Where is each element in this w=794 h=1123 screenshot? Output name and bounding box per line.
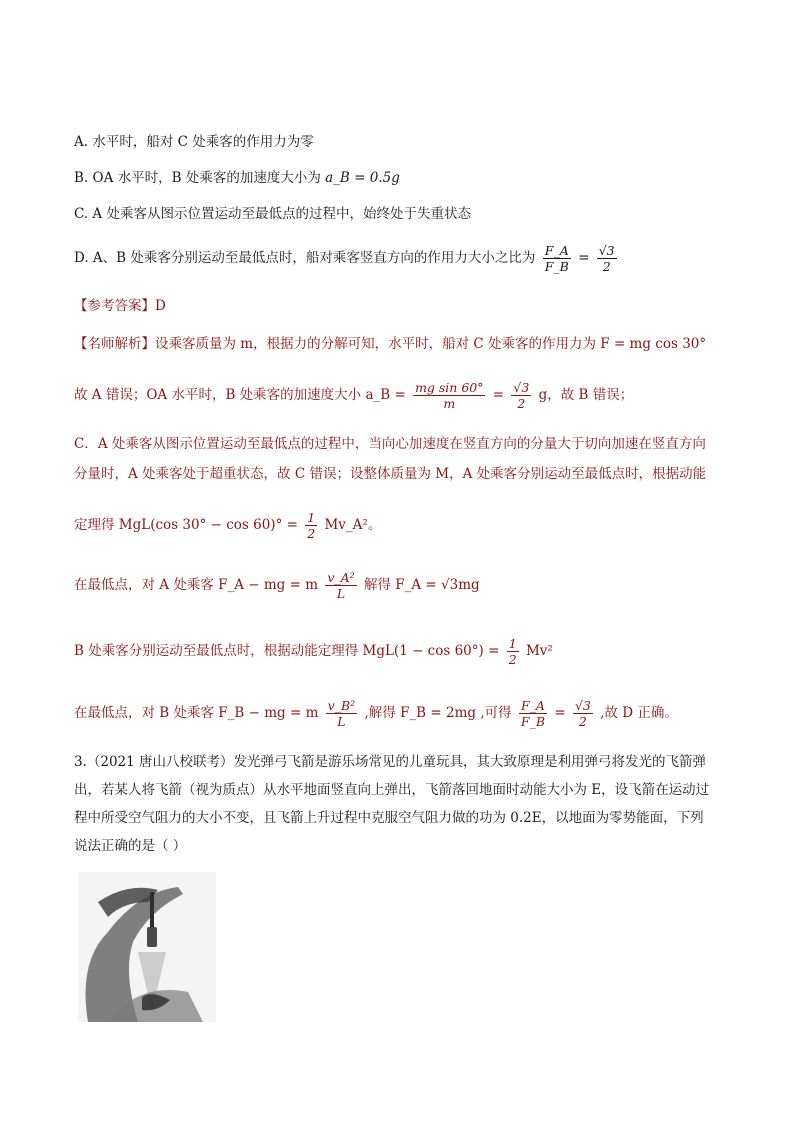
option-d: D. A、B 处乘客分别运动至最低点时，船对乘客竖直方向的作用力大小之比为 $\frac{F\_A}{F\_B}$ = $\frac{√3}{2}$: [74, 243, 615, 274]
slingshot-photo: [78, 872, 216, 1022]
analysis-fraction-5: $\frac{1}{2}$: [508, 636, 517, 667]
analysis-fraction-4: $\frac{\text{v\_A²}}{L}$: [327, 570, 355, 601]
analysis-fraction-1: $\frac{\text{mg sin 60°}}{m}$: [415, 380, 484, 411]
question-3-line-1: 3.（2021 唐山八校联考）发光弹弓飞箭是游乐场常见的儿童玩具，其大致原理是利用弹弓将发光的飞箭弹: [74, 754, 707, 770]
analysis-line-5: 定理得 MgL(cos 30° − cos 60)° = $\frac{1}{2}$ Mv_A²。: [74, 510, 382, 541]
option-d-fraction: $\frac{F\_A}{F\_B}$: [544, 243, 569, 274]
analysis-fraction-8: $\frac{√3}{2}$: [574, 698, 591, 729]
analysis-fraction-7: $\frac{F\_A}{F\_B}$: [520, 698, 546, 729]
analysis-line-2: 故 A 错误；OA 水平时，B 处乘客的加速度大小 a_B = $\frac{\text{mg sin 60°}}{m}$ = $\frac{√3}{2}$ g，故 B 错误；: [74, 380, 634, 411]
option-c: C. A 处乘客从图示位置运动至最低点的过程中，始终处于失重状态: [74, 206, 471, 222]
analysis-line-4: 分量时，A 处乘客处于超重状态，故 C 错误；设整体质量为 M，A 处乘客分别运动至最低点时，根据动能: [74, 466, 707, 482]
question-3-line-3: 程中所受空气阻力的大小不变，且飞箭上升过程中克服空气阻力做的功为 0.2E，以地面为零势能面，下列: [74, 810, 704, 826]
option-b-math: a_B = 0.5g: [325, 170, 400, 186]
analysis-line-1: 【名师解析】设乘客质量为 m，根据力的分解可知，水平时，船对 C 处乘客的作用力为 F = mg cos 30°: [74, 336, 707, 352]
analysis-line-7: B 处乘客分别运动至最低点时，根据动能定理得 MgL(1 − cos 60°) = $\frac{1}{2}$ Mv²: [74, 636, 553, 667]
analysis-fraction-2: $\frac{√3}{2}$: [513, 380, 530, 411]
question-3-line-4: 说法正确的是（ ）: [74, 838, 187, 854]
option-a: A. 水平时，船对 C 处乘客的作用力为零: [74, 134, 314, 150]
analysis-fraction-3: $\frac{1}{2}$: [307, 510, 316, 541]
analysis-fraction-6: $\frac{\text{v\_B²}}{L}$: [327, 698, 356, 729]
question-3-line-2: 出，若某人将飞箭（视为质点）从水平地面竖直向上弹出，飞箭落回地面时动能大小为 E，设飞箭在运动过: [74, 782, 710, 798]
analysis-line-8: 在最低点，对 B 处乘客 F_B − mg = m $\frac{\text{v\_B²}}{L}$ ,解得 F_B = 2mg ,可得 $\frac{F\_A}{F\_B}$ = $\frac{√3}{2}$ ,故 D 正确。: [74, 698, 678, 729]
analysis-tag: 【名师解析】: [74, 336, 155, 352]
analysis-line-6: 在最低点，对 A 处乘客 F_A − mg = m $\frac{\text{v\_A²}}{L}$ 解得 F_A = √3mg: [74, 570, 480, 601]
reference-answer: 【参考答案】D: [74, 298, 166, 314]
option-d-text: D. A、B 处乘客分别运动至最低点时，船对乘客竖直方向的作用力大小之比为: [74, 250, 536, 266]
option-d-ratio: $\frac{√3}{2}$: [598, 243, 615, 274]
option-b-text: B. OA 水平时，B 处乘客的加速度大小为: [74, 170, 321, 186]
option-b: [74, 168, 400, 188]
analysis-line-3: C．A 处乘客从图示位置运动至最低点的过程中，当向心加速度在竖直方向的分量大于切向加速在竖直方向: [74, 436, 706, 452]
